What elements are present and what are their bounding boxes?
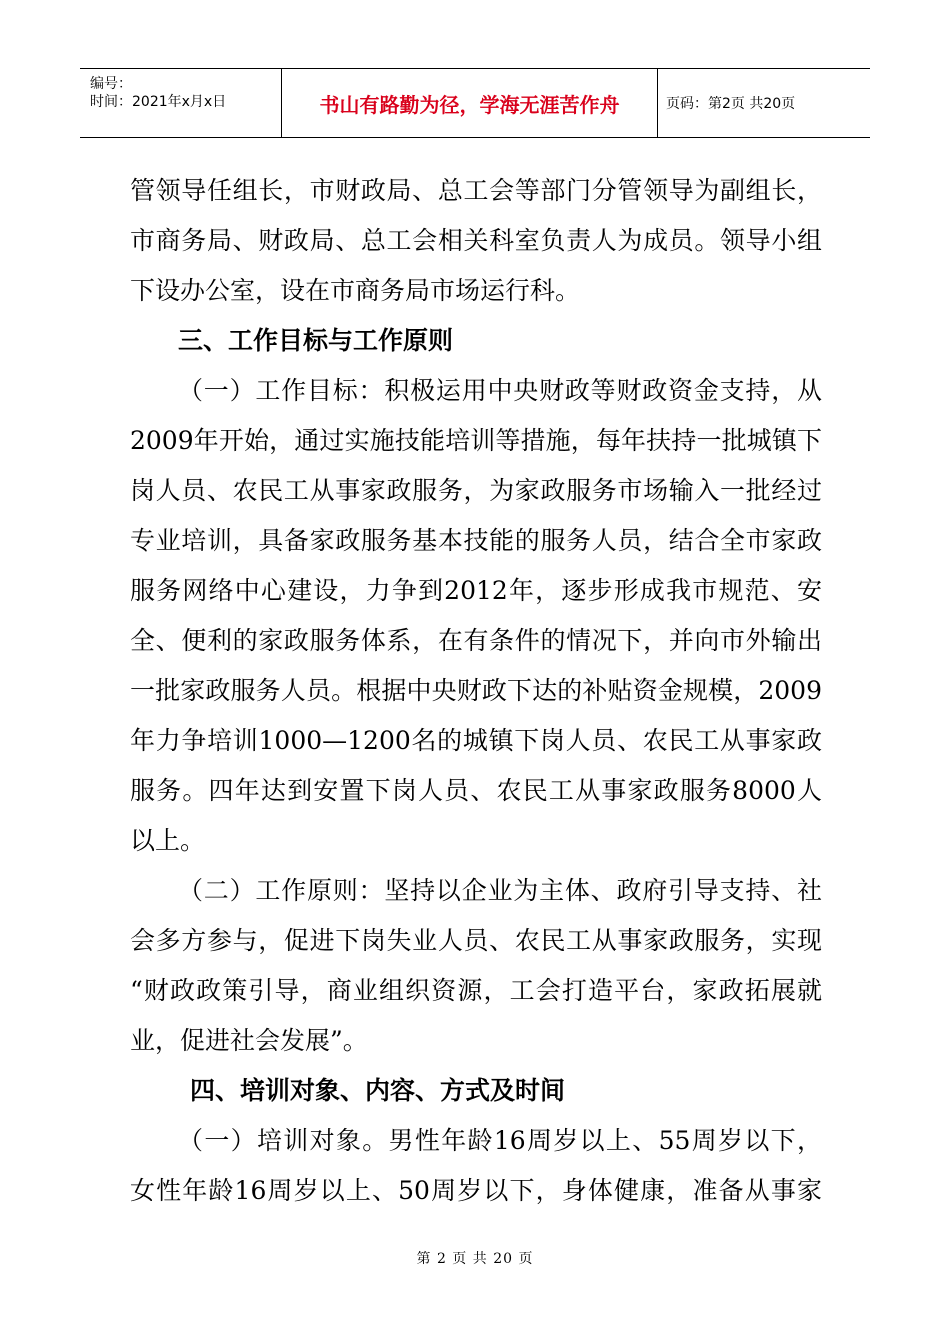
text-line: 服务网络中心建设，力争到2012年，逐步形成我市规范、安 <box>130 576 822 605</box>
header-page-code: 页码：第2页 共20页 <box>666 96 796 112</box>
text-line: （一）培训对象。男性年龄16周岁以上、55周岁以下， <box>178 1126 822 1155</box>
text-line: 全、便利的家政服务体系，在有条件的情况下，并向市外输出 <box>130 626 822 655</box>
page-footer: 第 2 页 共 20 页 <box>416 1251 534 1267</box>
text-line: 服务。四年达到安置下岗人员、农民工从事家政服务8000人 <box>130 776 822 805</box>
text-line: 女性年龄16周岁以上、50周岁以下，身体健康，准备从事家 <box>130 1176 822 1205</box>
text-line: 专业培训，具备家政服务基本技能的服务人员，结合全市家政 <box>130 526 822 555</box>
text-line: 岗人员、农民工从事家政服务，为家政服务市场输入一批经过 <box>130 476 822 505</box>
paragraph-leadership-group <box>130 166 822 316</box>
paragraph-work-principles <box>130 866 822 1066</box>
header-motto-cell <box>282 69 658 137</box>
paragraph-training-targets <box>130 1116 822 1216</box>
header-meta-cell <box>80 69 282 137</box>
document-number-label: 编号： <box>90 76 132 92</box>
document-time-label: 时间：2021年x月x日 <box>90 94 227 110</box>
text-line: “财政政策引导，商业组织资源，工会打造平台，家政拓展就 <box>130 976 822 1005</box>
text-line: 业，促进社会发展”。 <box>130 1026 368 1055</box>
document-header-table <box>80 68 870 138</box>
paragraph-work-goals <box>130 366 822 866</box>
text-line: 会多方参与，促进下岗失业人员、农民工从事家政服务，实现 <box>130 926 822 955</box>
header-page-cell <box>658 69 870 137</box>
heading-text: 四、培训对象、内容、方式及时间 <box>190 1076 566 1105</box>
header-motto: 书山有路勤为径，学海无涯苦作舟 <box>319 92 620 117</box>
text-line: 年力争培训1000—1200名的城镇下岗人员、农民工从事家政 <box>130 726 822 755</box>
text-line: 2009年开始，通过实施技能培训等措施，每年扶持一批城镇下 <box>130 426 822 455</box>
text-line: （一）工作目标：积极运用中央财政等财政资金支持，从 <box>178 376 822 405</box>
text-line: 下设办公室，设在市商务局市场运行科。 <box>130 276 581 305</box>
text-line: 市商务局、财政局、总工会相关科室负责人为成员。领导小组 <box>130 226 822 255</box>
heading-text: 三、工作目标与工作原则 <box>178 326 454 355</box>
text-line: 以上。 <box>130 826 206 855</box>
text-line: （二）工作原则：坚持以企业为主体、政府引导支持、社 <box>178 876 822 905</box>
text-line: 管领导任组长，市财政局、总工会等部门分管领导为副组长， <box>130 176 822 205</box>
text-line: 一批家政服务人员。根据中央财政下达的补贴资金规模，2009 <box>130 676 822 705</box>
section-heading-3 <box>178 316 778 366</box>
section-heading-4 <box>190 1066 790 1116</box>
